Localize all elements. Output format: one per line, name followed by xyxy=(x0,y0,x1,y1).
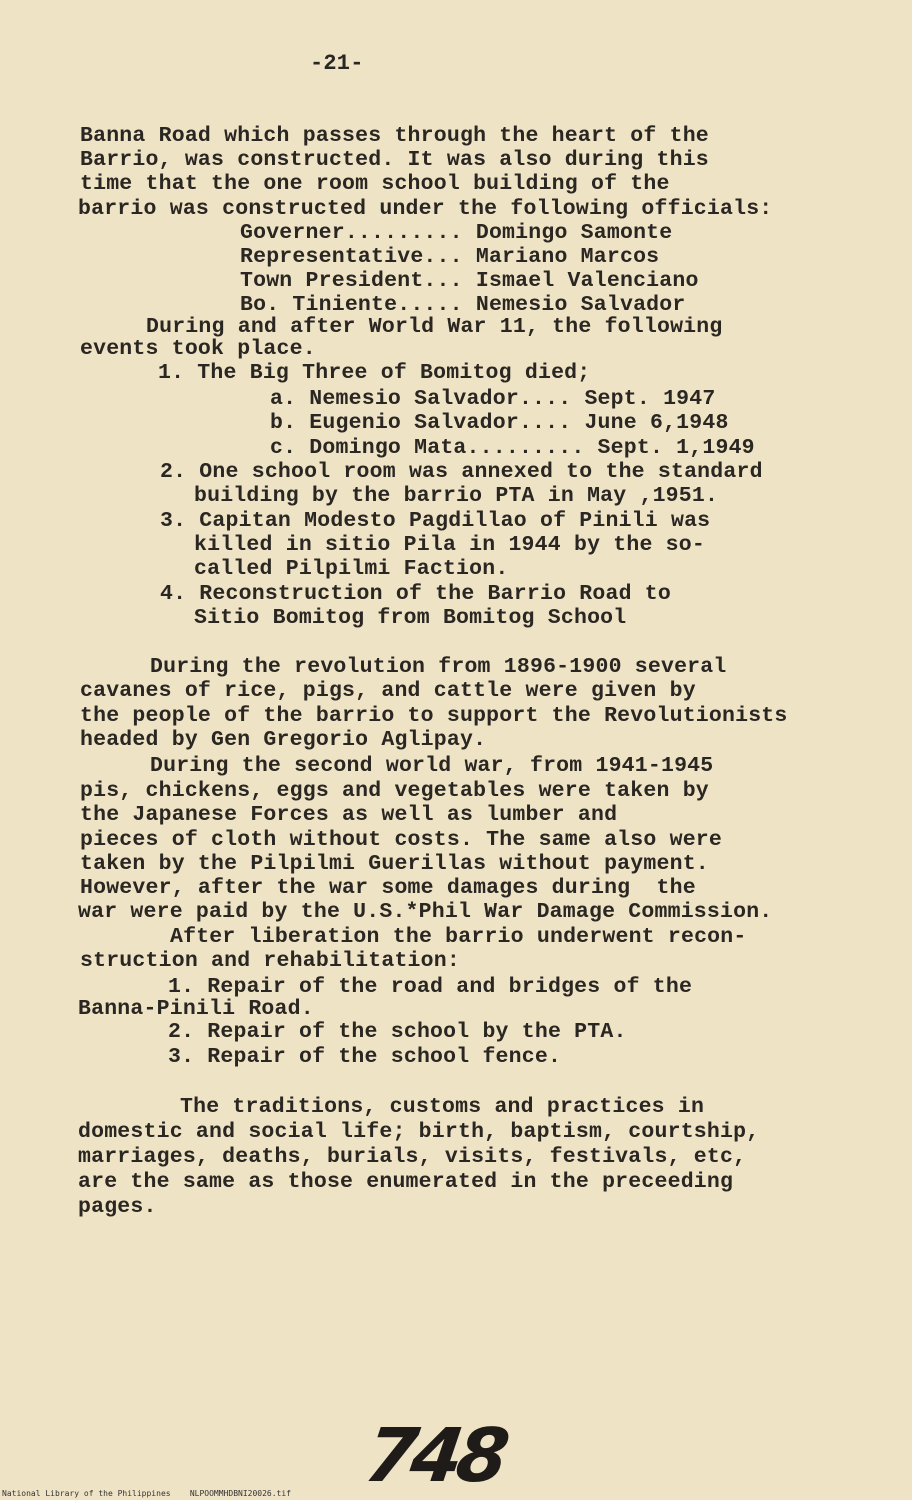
text-line: headed by Gen Gregorio Aglipay. xyxy=(80,728,487,752)
text-line: cavanes of rice, pigs, and cattle were given by xyxy=(80,679,696,703)
text-line: barrio was constructed under the following officials: xyxy=(78,197,773,221)
list-item: 3. Repair of the school fence. xyxy=(168,1045,562,1069)
text-line: building by the barrio PTA in May ,1951. xyxy=(194,484,719,508)
text-line: domestic and social life; birth, baptism, courtship, xyxy=(78,1120,760,1144)
text-line: taken by the Pilpilmi Guerillas without payment. xyxy=(80,852,709,876)
list-item: 1. Repair of the road and bridges of the xyxy=(168,975,693,999)
text-line: During the second world war, from 1941-1945 xyxy=(150,754,714,778)
list-item: 3. Capitan Modesto Pagdillao of Pinili was xyxy=(160,509,711,533)
official-governor: Governer......... Domingo Samonte xyxy=(240,221,673,245)
text-line: Barrio, was constructed. It was also during this xyxy=(80,148,709,172)
list-item: 2. One school room was annexed to the standard xyxy=(160,460,763,484)
list-item: 1. The Big Three of Bomitog died; xyxy=(158,361,591,385)
text-line: the people of the barrio to support the Revolutionists xyxy=(80,704,788,728)
text-line: After liberation the barrio underwent recon- xyxy=(170,925,747,949)
text-line: struction and rehabilitation: xyxy=(80,949,460,973)
official-representative: Representative... Mariano Marcos xyxy=(240,245,660,269)
text-line: Sitio Bomitog from Bomitog School xyxy=(194,606,627,630)
text-line: the Japanese Forces as well as lumber and xyxy=(80,803,618,827)
text-line: war were paid by the U.S.*Phil War Damage Commission. xyxy=(78,900,773,924)
handwritten-page-stamp: 748 xyxy=(359,1413,509,1499)
text-line: pieces of cloth without costs. The same also were xyxy=(80,828,723,852)
text-line: pis, chickens, eggs and vegetables were taken by xyxy=(80,779,709,803)
official-town-president: Town President... Ismael Valenciano xyxy=(240,269,699,293)
list-item: 4. Reconstruction of the Barrio Road to xyxy=(160,582,671,606)
text-line: pages. xyxy=(78,1195,157,1219)
text-line: are the same as those enumerated in the preceeding xyxy=(78,1170,734,1194)
text-line: Banna-Pinili Road. xyxy=(78,997,314,1021)
text-line: However, after the war some damages during the xyxy=(80,876,696,900)
scan-footer: National Library of the Philippines NLPOOMMHDBNI20026.tif xyxy=(2,1489,291,1498)
page-number: -21- xyxy=(310,51,364,76)
text-line: During the revolution from 1896-1900 several xyxy=(150,655,727,679)
text-line: time that the one room school building of the xyxy=(80,172,670,196)
text-line: marriages, deaths, burials, visits, festivals, etc, xyxy=(78,1145,747,1169)
list-subitem: c. Domingo Mata......... Sept. 1,1949 xyxy=(270,436,755,460)
text-line: Banna Road which passes through the heart of the xyxy=(80,124,709,148)
text-line: The traditions, customs and practices in xyxy=(180,1095,705,1119)
list-subitem: a. Nemesio Salvador.... Sept. 1947 xyxy=(270,387,716,411)
text-line: called Pilpilmi Faction. xyxy=(194,557,509,581)
text-line: killed in sitio Pila in 1944 by the so- xyxy=(194,533,705,557)
text-line: During and after World War 11, the following xyxy=(146,315,723,339)
text-line: events took place. xyxy=(80,337,316,361)
list-item: 2. Repair of the school by the PTA. xyxy=(168,1020,627,1044)
official-tiniente: Bo. Tiniente..... Nemesio Salvador xyxy=(240,293,686,317)
list-subitem: b. Eugenio Salvador.... June 6,1948 xyxy=(270,411,729,435)
